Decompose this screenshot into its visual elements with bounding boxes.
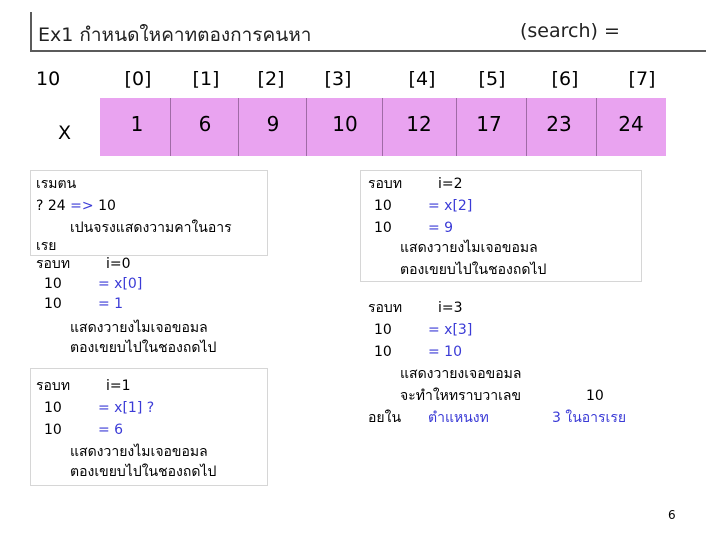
index-label: [5] (478, 68, 506, 90)
round3-compare: = x[3] (428, 322, 473, 338)
round1-message: แสดงวายงไมเจอขอมล (70, 444, 208, 460)
round2-index: i=2 (438, 176, 463, 192)
round0-message-2: ตองเขยบไปในชองถดไป (70, 340, 217, 356)
index-label: [0] (124, 68, 152, 90)
array-cell: 10 (332, 112, 358, 136)
start-message: เปนจรงแสดงวามคาในอาร (70, 220, 232, 236)
round0-key: 10 (44, 276, 62, 292)
array-cell: 6 (198, 112, 212, 136)
compare-value: ? 24 (36, 198, 66, 214)
round3-label: รอบท (368, 300, 403, 316)
round3-message: แสดงวายงเจอขอมล (400, 366, 522, 382)
round2-message: แสดงวายงไมเจอขอมล (400, 240, 538, 256)
round3-key: 10 (374, 322, 392, 338)
round1-compare: = x[1] ? (98, 400, 155, 416)
start-label: เรมตน (36, 176, 77, 192)
round3-index: i=3 (438, 300, 463, 316)
round0-message: แสดงวายงไมเจอขอมล (70, 320, 208, 336)
array-cell: 9 (266, 112, 280, 136)
title-rule (30, 50, 706, 52)
round3-key-2: 10 (374, 344, 392, 360)
page-number: 6 (668, 508, 676, 522)
array-cell: 12 (406, 112, 432, 136)
round3-position-label: ตำแหนงท (428, 410, 489, 426)
round3-message-3a: อยใน (368, 410, 402, 426)
index-label: [6] (551, 68, 579, 90)
round1-message-2: ตองเขยบไปในชองถดไป (70, 464, 217, 480)
round1-label: รอบท (36, 378, 71, 394)
round1-key: 10 (44, 400, 62, 416)
array-cell: 24 (618, 112, 644, 136)
round0-key-2: 10 (44, 296, 62, 312)
array-cell: 23 (546, 112, 572, 136)
round3-position-value: 3 ในอารเรย (552, 410, 627, 426)
cell-divider (382, 98, 383, 156)
round1-index: i=1 (106, 378, 131, 394)
round0-index: i=0 (106, 256, 131, 272)
round3-result: = 10 (428, 344, 462, 360)
search-key: 10 (36, 68, 61, 90)
arrow-symbol: => (70, 198, 94, 214)
round1-key-2: 10 (44, 422, 62, 438)
round2-key: 10 (374, 198, 392, 214)
round2-label: รอบท (368, 176, 403, 192)
slide-title-right: (search) = (520, 20, 620, 42)
round0-label: รอบท (36, 256, 71, 272)
round2-message-2: ตองเขยบไปในชองถดไป (400, 262, 547, 278)
round0-compare: = x[0] (98, 276, 143, 292)
compare-line (36, 196, 116, 216)
round3-found-value: 10 (586, 388, 604, 404)
round2-compare: = x[2] (428, 198, 473, 214)
round3-message-2: จะทำใหทราบวาเลข (400, 388, 522, 404)
round1-result: = 6 (98, 422, 124, 438)
index-label: [4] (408, 68, 436, 90)
index-label: [2] (257, 68, 285, 90)
array-cell: 1 (130, 112, 144, 136)
compare-key: 10 (98, 198, 116, 214)
title-tick (30, 12, 32, 52)
index-label: [7] (628, 68, 656, 90)
slide-title: Ex1 กำหนดใหคาทตองการคนหา (38, 24, 312, 46)
round0-result: = 1 (98, 296, 124, 312)
index-label: [3] (324, 68, 352, 90)
start-message-cont: เรย (36, 238, 57, 254)
round2-result: = 9 (428, 220, 454, 236)
array-name: X (58, 122, 72, 144)
round2-key-2: 10 (374, 220, 392, 236)
array-cell: 17 (476, 112, 502, 136)
index-label: [1] (192, 68, 220, 90)
